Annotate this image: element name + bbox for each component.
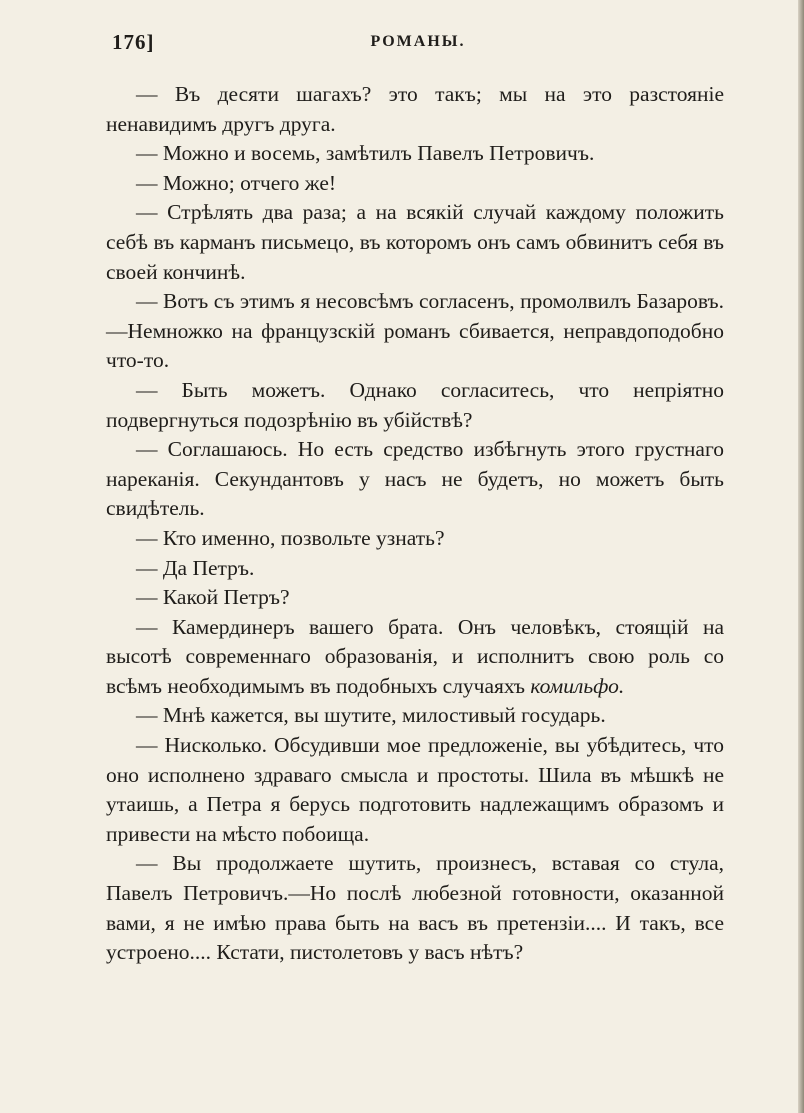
paragraph-text: — Да Петръ. [136, 555, 255, 580]
body-text [106, 80, 724, 968]
paragraph [106, 849, 724, 967]
paragraph [106, 613, 724, 702]
paragraph [106, 701, 724, 731]
paragraph-text: — Какой Петръ? [136, 585, 290, 610]
paragraph [106, 524, 724, 554]
page-edge [798, 0, 804, 1113]
paragraph-text: — Быть можетъ. Однако согласитесь, что непріятно подвергнуться подозрѣнію въ убійствѣ? [106, 377, 724, 432]
paragraph-text: — Стрѣлять два раза; а на всякій случай каждому положить себѣ въ карманъ письмецо, въ которомъ онъ самъ обвинитъ себя въ своей кончинѣ. [106, 200, 724, 284]
paragraph-text: — Можно; отчего же! [136, 170, 337, 195]
italic-word: комильфо. [530, 673, 625, 698]
paragraph-text: — Мнѣ кажется, вы шутите, милостивый государь. [136, 703, 606, 728]
paragraph-text: — Вотъ съ этимъ я несовсѣмъ согласенъ, промолвилъ Базаровъ.—Немножко на французскій романъ сбивается, неправдоподобно что-то. [106, 289, 724, 373]
paragraph [106, 287, 724, 376]
page-header [112, 30, 724, 60]
paragraph-text: — Можно и восемь, замѣтилъ Павелъ Петровичъ. [136, 141, 595, 166]
paragraph [106, 731, 724, 849]
paragraph [106, 435, 724, 524]
paragraph-text: — Соглашаюсь. Но есть средство избѣгнуть этого грустнаго нареканія. Секундантовъ у насъ не будетъ, но можетъ быть свидѣтель. [106, 437, 724, 521]
paragraph [106, 169, 724, 199]
paragraph [106, 139, 724, 169]
paragraph [106, 198, 724, 287]
paragraph-text: — Кто именно, позвольте узнать? [136, 525, 445, 550]
paragraph-text: — Вы продолжаете шутить, произнесъ, вставая со стула, Павелъ Петровичъ.—Но послѣ любезной готовности, оказанной вами, я не имѣю права быть на васъ въ претензіи.... И такъ, все устроено.... Кстати, пистолетовъ у васъ нѣтъ? [106, 851, 724, 965]
paragraph-text: — Нисколько. Обсудивши мое предложеніе, вы убѣдитесь, что оно исполнено здраваго смысла и простоты. Шила въ мѣшкѣ не утаишь, а Петра я берусь подготовить надлежащимъ образомъ и привести на мѣсто побоища. [106, 733, 724, 846]
paragraph-text: — Въ десяти шагахъ? это такъ; мы на это разстояніе ненавидимъ другъ друга. [106, 82, 724, 136]
running-title: РОМАНЫ. [370, 33, 466, 50]
paragraph [106, 376, 724, 435]
page-number: 176] [112, 30, 155, 54]
paragraph [106, 554, 724, 584]
paragraph-text: — Камердинеръ вашего брата. Онъ человѣкъ, стоящій на высотѣ современнаго образованія, и исполнитъ свою роль со всѣмъ необходимымъ въ подобныхъ случаяхъ [106, 614, 724, 698]
paragraph [106, 583, 724, 613]
paragraph [106, 80, 724, 139]
